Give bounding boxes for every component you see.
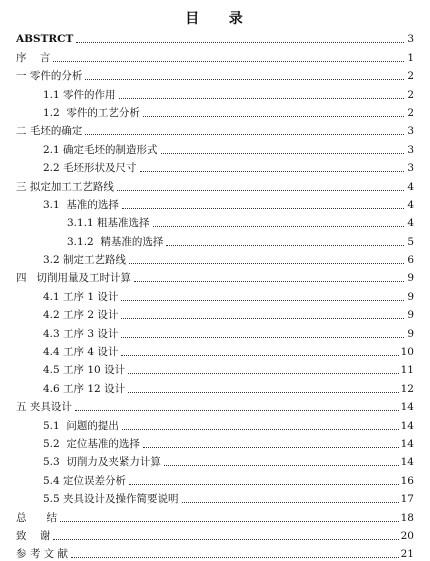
toc-entry-page-number: 17 — [400, 493, 414, 506]
toc-entry-page-number: 2 — [407, 106, 414, 119]
toc-entry-page-number: 9 — [407, 272, 414, 285]
toc-entry-page-number: 20 — [400, 529, 414, 542]
toc-entry-page-number: 1 — [407, 51, 414, 64]
dot-leader — [128, 372, 399, 374]
dot-leader — [71, 556, 399, 558]
toc-entry-page-number: 14 — [400, 419, 414, 432]
table-of-contents — [0, 27, 430, 560]
toc-entry-label: 1.1 零件的作用 — [43, 88, 116, 101]
toc-entry-page-number: 6 — [407, 254, 414, 267]
toc-entry-page-number: 4 — [407, 180, 414, 193]
toc-entry[interactable] — [0, 321, 430, 339]
toc-entry[interactable] — [0, 413, 430, 431]
toc-entry-page-number: 16 — [400, 474, 414, 487]
toc-entry-page-number: 4 — [407, 217, 414, 230]
toc-entry-label: 3.1.2 精基准的选择 — [67, 235, 164, 248]
toc-entry-label: 2.2 毛坯形状及尺寸 — [43, 162, 137, 175]
dot-leader — [119, 97, 404, 99]
toc-entry-page-number: 3 — [407, 143, 414, 156]
toc-entry-label: 4.3 工序 3 设计 — [43, 327, 119, 340]
toc-entry[interactable] — [0, 284, 430, 302]
toc-entry[interactable] — [0, 156, 430, 174]
toc-entry-label: 5.4 定位误差分析 — [43, 474, 127, 487]
toc-entry-label: 三 拟定加工工艺路线 — [16, 180, 114, 193]
toc-entry-label: 5.2 定位基准的选择 — [43, 437, 140, 450]
toc-entry-label: 4.1 工序 1 设计 — [43, 290, 119, 303]
dot-leader — [60, 520, 399, 522]
toc-entry-label: 5.1 问题的提出 — [43, 419, 119, 432]
toc-entry-page-number: 10 — [400, 346, 414, 359]
toc-entry-page-number: 9 — [407, 327, 414, 340]
toc-entry[interactable] — [0, 358, 430, 376]
toc-entry[interactable] — [0, 266, 430, 284]
toc-entry-page-number: 3 — [407, 125, 414, 138]
toc-entry-label: 2.1 确定毛坯的制造形式 — [43, 143, 158, 156]
toc-entry-label: 4.6 工序 12 设计 — [43, 382, 126, 395]
toc-entry[interactable] — [0, 193, 430, 211]
toc-entry-page-number: 3 — [407, 33, 414, 46]
dot-leader — [122, 428, 399, 430]
dot-leader — [128, 391, 399, 393]
toc-entry[interactable] — [0, 174, 430, 192]
dot-leader — [121, 354, 398, 356]
toc-entry[interactable] — [0, 340, 430, 358]
dot-leader — [153, 225, 404, 227]
toc-entry[interactable] — [0, 27, 430, 45]
toc-entry-page-number: 9 — [407, 309, 414, 322]
toc-entry[interactable] — [0, 505, 430, 523]
toc-entry-page-number: 14 — [400, 437, 414, 450]
toc-entry[interactable] — [0, 487, 430, 505]
toc-entry[interactable] — [0, 45, 430, 63]
toc-entry-label: 5.5 夹具设计及操作简要说明 — [43, 493, 179, 506]
dot-leader — [53, 538, 398, 540]
dot-leader — [166, 244, 404, 246]
toc-entry[interactable] — [0, 542, 430, 560]
toc-entry[interactable] — [0, 395, 430, 413]
toc-entry-label: 3.2 制定工艺路线 — [43, 254, 127, 267]
toc-entry-page-number: 9 — [407, 290, 414, 303]
toc-entry[interactable] — [0, 229, 430, 247]
toc-entry-label: 5.3 切削力及夹紧力计算 — [43, 456, 161, 469]
dot-leader — [161, 152, 404, 154]
toc-entry-label: 一 零件的分析 — [16, 70, 83, 83]
dot-leader — [117, 189, 404, 191]
toc-entry-label: 1.2 零件的工艺分析 — [43, 106, 140, 119]
toc-entry-label: 二 毛坯的确定 — [16, 125, 83, 138]
toc-entry-label: 参 考 文 献 — [16, 548, 69, 561]
toc-entry-label: 3.1 基准的选择 — [43, 198, 119, 211]
dot-leader — [53, 60, 404, 62]
toc-entry-page-number: 2 — [407, 88, 414, 101]
toc-entry-label: 4.2 工序 2 设计 — [43, 309, 119, 322]
toc-entry[interactable] — [0, 101, 430, 119]
toc-entry[interactable] — [0, 376, 430, 394]
toc-entry-label: 序 言 — [16, 51, 51, 64]
toc-entry[interactable] — [0, 248, 430, 266]
toc-entry[interactable] — [0, 82, 430, 100]
dot-leader — [85, 78, 404, 80]
toc-entry[interactable] — [0, 119, 430, 137]
toc-entry-label: 五 夹具设计 — [16, 401, 72, 414]
dot-leader — [140, 170, 404, 172]
toc-entry[interactable] — [0, 450, 430, 468]
dot-leader — [121, 299, 404, 301]
toc-entry[interactable] — [0, 303, 430, 321]
dot-leader — [129, 483, 399, 485]
dot-leader — [182, 501, 399, 503]
dot-leader — [164, 464, 399, 466]
dot-leader — [143, 446, 399, 448]
toc-entry[interactable] — [0, 432, 430, 450]
toc-entry[interactable] — [0, 468, 430, 486]
dot-leader — [76, 41, 404, 43]
toc-entry-page-number: 4 — [407, 198, 414, 211]
toc-entry-label: ABSTRCT — [16, 33, 74, 46]
toc-entry-label: 四 切削用量及工时计算 — [16, 272, 132, 285]
toc-entry-page-number: 18 — [400, 511, 414, 524]
toc-entry-label: 4.5 工序 10 设计 — [43, 364, 126, 377]
toc-entry[interactable] — [0, 137, 430, 155]
dot-leader — [143, 115, 404, 117]
toc-entry-label: 3.1.1 粗基准选择 — [67, 217, 150, 230]
dot-leader — [75, 409, 399, 411]
dot-leader — [121, 317, 404, 319]
toc-entry-label: 致 谢 — [16, 529, 51, 542]
dot-leader — [122, 207, 404, 209]
toc-entry-page-number: 3 — [407, 162, 414, 175]
toc-entry-label: 总 结 — [16, 511, 58, 524]
toc-entry[interactable] — [0, 524, 430, 542]
toc-entry[interactable] — [0, 64, 430, 82]
toc-entry-page-number: 21 — [400, 548, 414, 561]
dot-leader — [134, 280, 404, 282]
toc-entry-page-number: 2 — [407, 70, 414, 83]
dot-leader — [121, 336, 404, 338]
toc-entry[interactable] — [0, 211, 430, 229]
toc-entry-page-number: 5 — [407, 235, 414, 248]
toc-entry-page-number: 12 — [400, 382, 414, 395]
page-title: 目 录 — [185, 11, 245, 27]
toc-entry-page-number: 14 — [400, 456, 414, 469]
toc-entry-page-number: 11 — [400, 364, 414, 377]
dot-leader — [85, 133, 404, 135]
dot-leader — [129, 262, 404, 264]
toc-entry-page-number: 14 — [400, 401, 414, 414]
toc-entry-label: 4.4 工序 4 设计 — [43, 346, 119, 359]
